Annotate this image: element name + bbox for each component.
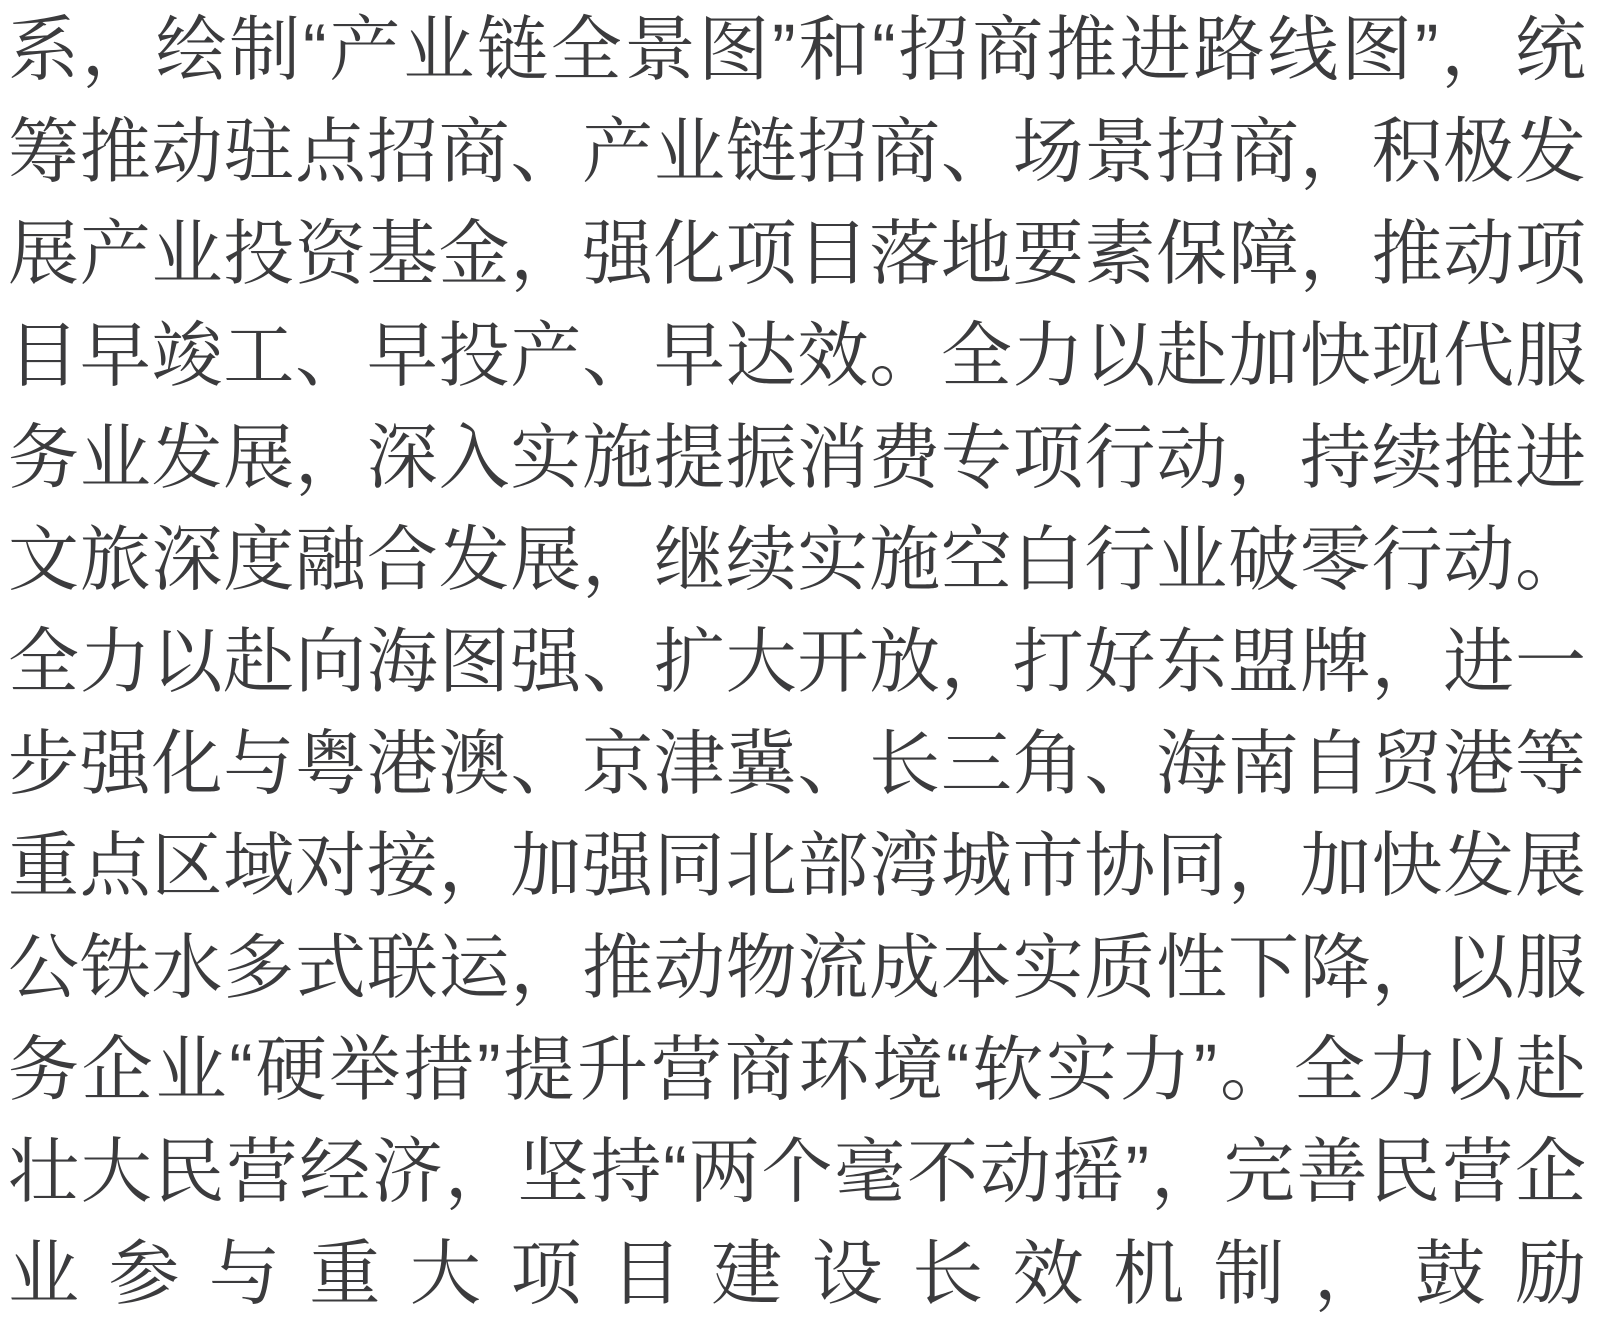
document-paragraph: 系，绘制“产业链全景图”和“招商推进路线图”，统筹推动驻点招商、产业链招商、场景招商，积极发展产业投资基金，强化项目落地要素保障，推动项目早竣工、早投产、早达效。全力以赴加快现代服务业发展，深入实施提振消费专项行动，持续推进文旅深度融合发展，继续实施空白行业破零行动。全力以赴向海图强、扩大开放，打好东盟牌，进一步强化与粤港澳、京津冀、长三角、海南自贸港等重点区域对接，加强同北部湾城市协同，加快发展公铁水多式联运，推动物流成本实质性下降，以服务企业“硬举措”提升营商环境“软实力”。全力以赴壮大民营经济，坚持“两个毫不动摇”，完善民营企业参与重大项目建设长效机制，鼓励 (8, 11, 1586, 1314)
